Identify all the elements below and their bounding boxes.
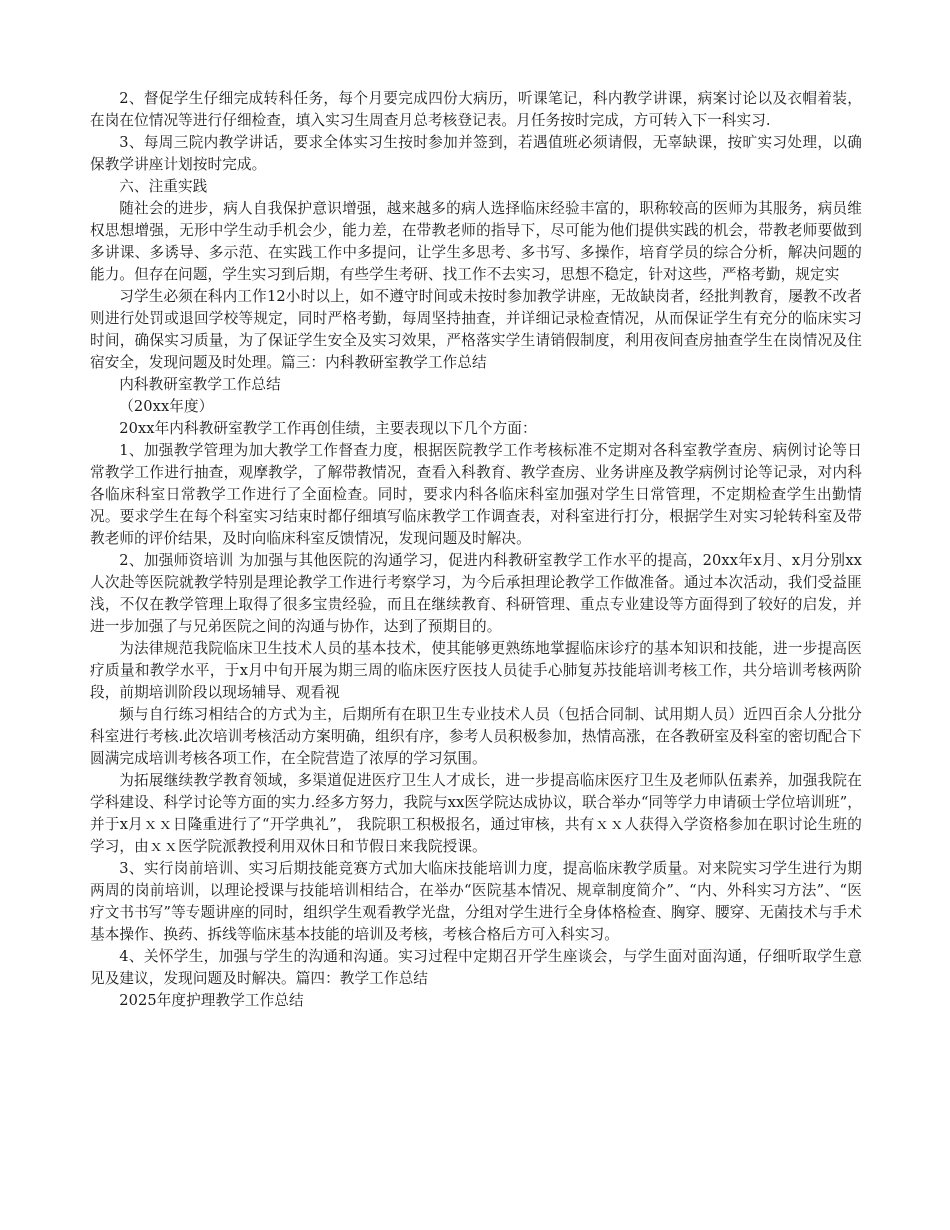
paragraph-cpr-assessment: 频与自行练习相结合的方式为主，后期所有在职卫生专业技术人员（包括合同制、试用期人员）近四百余人分批分科室进行考核.此次培训考核活动方案明确，组织有序，参考人员积极参加，热情高涨，在各教研室及科室的密切配合下圆满完成培训考核各项工作，在全院营造了浓厚的学习氛围。 [90,706,862,767]
paragraph-practice: 随社会的进步，病人自我保护意识增强，越来越多的病人选择临床经验丰富的，职称较高的医师为其服务，病员维权思想增强，无形中学生动手机会少，能力差，在带教老师的指导下，尽可能为他们提供实践的机会，带教老师要做到多讲课、多诱导、多示范、在实践工作中多提问，让学生多思考、多书写、多操作，培育学员的综合分析，解决问题的能力。但存在问题，学生实习到后期，有些学生考研、找工作不去实习，思想不稳定，针对这些，严格考勤，规定实 [90,200,862,283]
paragraph-pre-job-training: 3、实行岗前培训、实习后期技能竞赛方式加大临床技能培训力度，提高临床教学质量。对来院实习学生进行为期两周的岗前培训，以理论授课与技能培训相结合，在举办“医院基本情况、规章制度简介”、“内、外科实习方法”、“医疗文书书写”等专题讲座的同时，组织学生观看教学光盘，分组对学生进行全身体格检查、胸穿、腰穿、无菌技术与手术基本操作、换药、拆线等临床基本技能的培训及考核，考核合格后方可入科实习。 [90,860,862,943]
paragraph-weekly-lecture: 3、每周三院内教学讲话，要求全体实习生按时参加并签到，若遇值班必须请假，无辜缺课，按旷实习处理，以确保教学讲座计划按时完成。 [90,134,862,173]
section-heading-practice: 六、注重实践 [119,178,208,195]
paragraph-intro: 20xx年内科教研室教学工作再创佳绩，主要表现以下几个方面： [119,420,537,437]
paragraph-cpr-training: 为法律规范我院临床卫生技术人员的基本技术，使其能够更熟练地掌握临床诊疗的基本知识和技能，进一步提高医疗质量和教学水平，于x月中旬开展为期三周的临床医疗医技人员徒手心肺复苏技能培训考核工作，共分培训考核两阶段，前期培训阶段以现场辅导、观看视 [90,640,862,701]
paragraph-teacher-training: 2、加强师资培训 为加强与其他医院的沟通学习，促进内科教研室教学工作水平的提高，20xx年x月、x月分别xx人次赴等医院就教学特别是理论教学工作进行考察学习，为今后承担理论教学工作做准备。通过本次活动，我们受益匪浅，不仅在教学管理上取得了很多宝贵经验，而且在继续教育、科研管理、重点专业建设等方面得到了较好的启发，并进一步加强了与兄弟医院之间的沟通与协作，达到了预期目的。 [90,552,862,635]
paragraph-continuing-education: 为拓展继续教学教育领域，多渠道促进医疗卫生人才成长，进一步提高临床医疗卫生及老师队伍素养，加强我院在学科建设、科学讨论等方面的实力.经多方努力，我院与xx医学院达成协议，联合举办“同等学力申请硕士学位培训班”，并于x月ｘｘ日隆重进行了“开学典礼”， 我院职工积极报名，通过审核，共有ｘｘ人获得入学资格参加在职讨论生班的学习，由ｘｘ医学院派教授利用双休日和节假日来我院授课。 [90,772,862,855]
article-year: （20xx年度） [119,398,214,415]
next-article-title: 2025年度护理教学工作总结 [119,992,304,1009]
paragraph-supervise-rotation: 2、督促学生仔细完成转科任务，每个月要完成四份大病历，听课笔记，科内教学讲课，病案讨论以及衣帽着装，在岗在位情况等进行仔细检查，填入实习生周查月总考核登记表。月任务按时完成，方可转入下一科实习. [90,90,862,129]
article-title: 内科教研室教学工作总结 [119,376,281,393]
paragraph-attendance: 习学生必须在科内工作12小时以上，如不遵守时间或未按时参加教学讲座，无故缺岗者，经批判教育，屡教不改者则进行处罚或退回学校等规定，同时严格考勤，每周坚持抽查，并详细记录检查情况，从而保证学生有充分的临床实习时间，确保实习质量，为了保证学生安全及实习效果，严格落实学生请销假制度，利用夜间查房抽查学生在岗情况及住宿安全，发现问题及时处理。篇三：内科教研室教学工作总结 [90,288,862,371]
paragraph-student-care: 4、关怀学生，加强与学生的沟通和沟通。实习过程中定期召开学生座谈会，与学生面对面沟通，仔细听取学生意见及建议，发现问题及时解决。篇四：教学工作总结 [90,948,862,987]
document-body [90,88,862,1012]
paragraph-teaching-management: 1、加强教学管理为加大教学工作督查力度，根据医院教学工作考核标准不定期对各科室教学查房、病例讨论等日常教学工作进行抽查，观摩教学，了解带教情况，查看入科教育、教学查房、业务讲座及教学病例讨论等记录，对内科各临床科室日常教学工作进行了全面检查。同时，要求内科各临床科室加强对学生日常管理，不定期检查学生出勤情况。要求学生在每个科室实习结束时都仔细填写临床教学工作调查表，对科室进行打分，根据学生对实习轮转科室及带教老师的评价结果，及时向临床科室反馈情况，发现问题及时解决。 [90,442,862,547]
